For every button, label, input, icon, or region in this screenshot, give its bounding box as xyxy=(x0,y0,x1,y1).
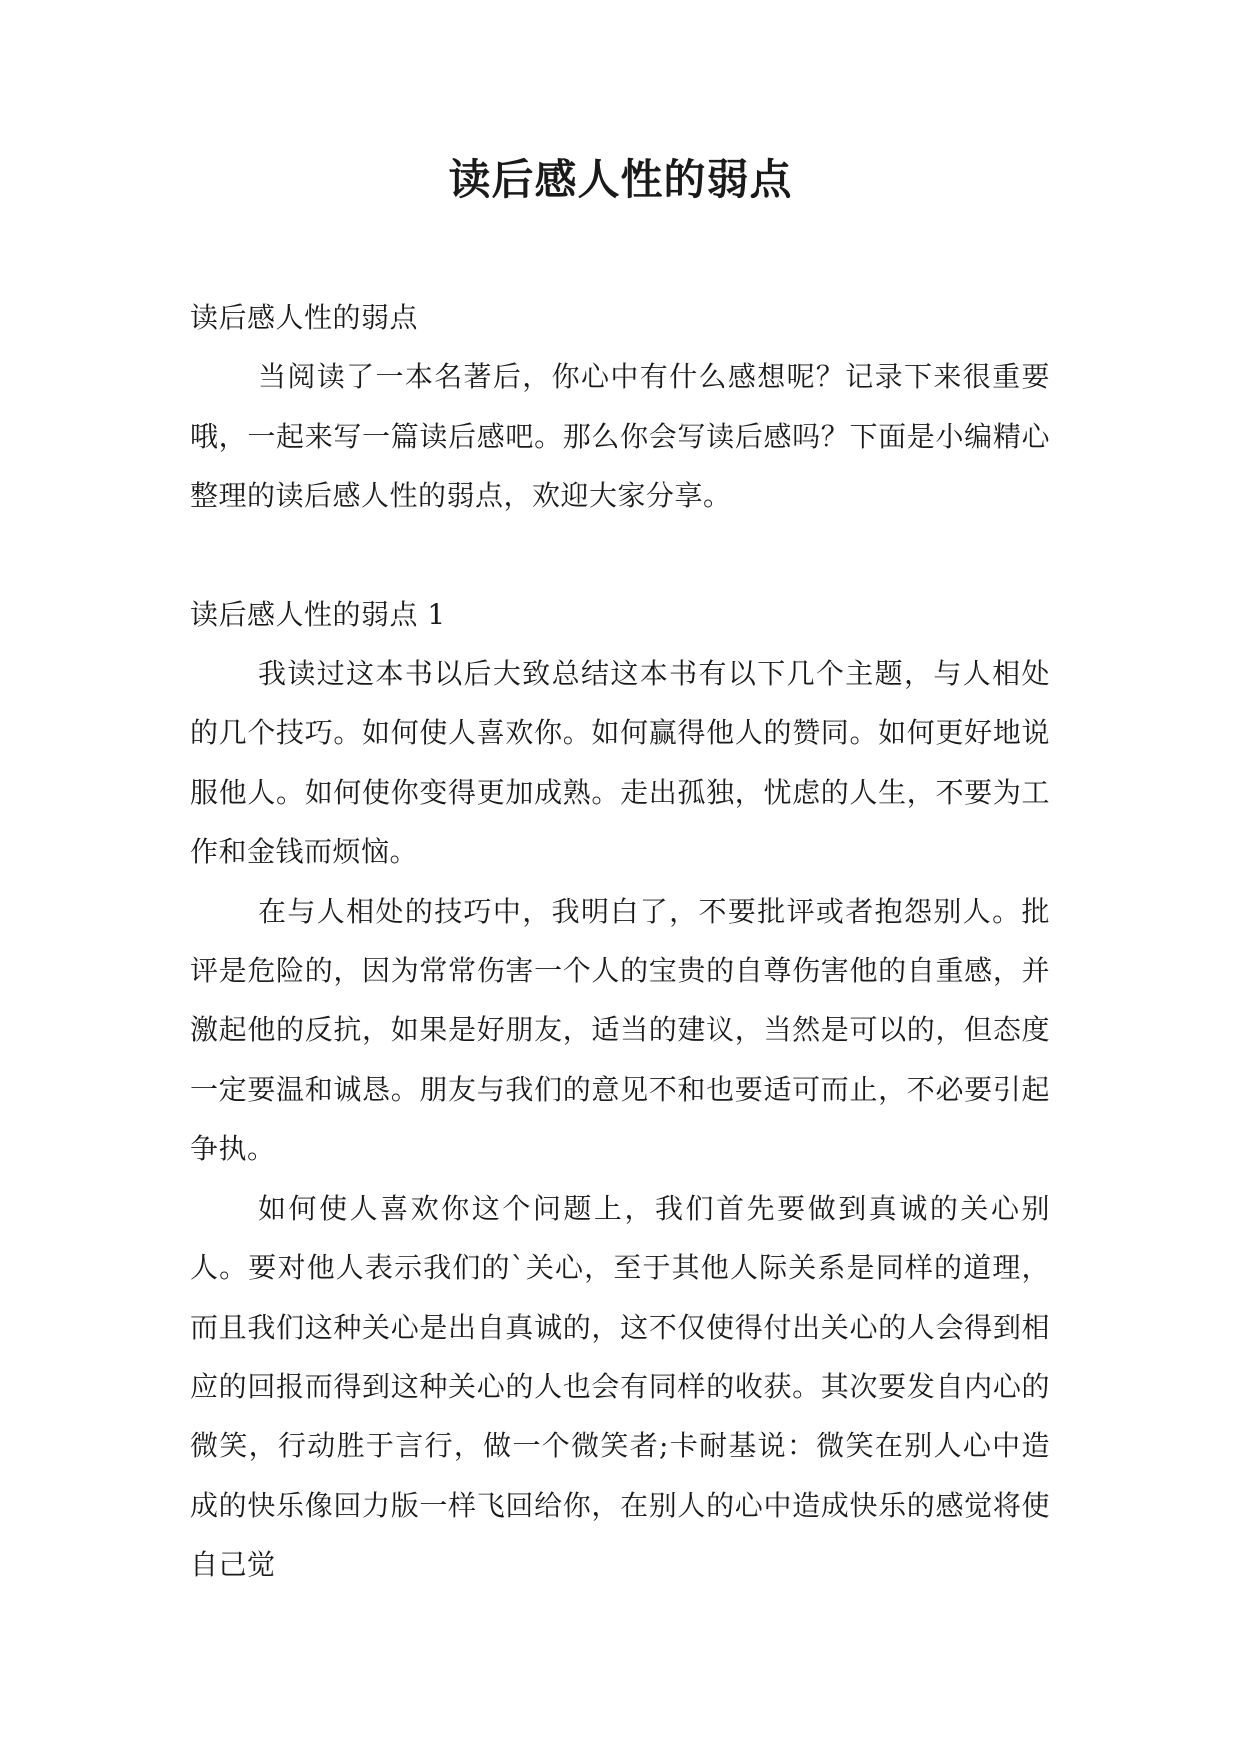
document-title: 读后感人性的弱点 xyxy=(448,155,793,204)
section-heading-1: 读后感人性的弱点 1 xyxy=(190,597,446,631)
body-paragraph: 如何使人喜欢你这个问题上，我们首先要做到真诚的关心别人。要对他人表示我们的`关心，至于其他人际关系是同样的道理，而且我们这种关心是出自真诚的，这不仅使得付出关心的人会得到相应的回报而得到这种关心的人也会有同样的收获。其次要发自内心的微笑，行动胜于言行，做一个微笑者;卡耐基说：微笑在别人心中造成的快乐像回力版一样飞回给你，在别人的心中造成快乐的感觉将使自己觉 xyxy=(190,1191,1050,1582)
subtitle: 读后感人性的弱点 xyxy=(190,301,419,334)
intro-paragraph: 当阅读了一本名著后，你心中有什么感想呢？记录下来很重要哦，一起来写一篇读后感吧。那么你会写读后感吗？下面是小编精心整理的读后感人性的弱点，欢迎大家分享。 xyxy=(190,360,1050,513)
section-gap xyxy=(190,526,1050,585)
body-paragraph: 在与人相处的技巧中，我明白了，不要批评或者抱怨别人。批评是危险的，因为常常伤害一个人的宝贵的自尊伤害他的自重感，并激起他的反抗，如果是好朋友，适当的建议，当然是可以的，但态度一定要温和诚恳。朋友与我们的意见不和也要适可而止，不必要引起争执。 xyxy=(190,894,1050,1166)
document-body xyxy=(190,288,1050,1595)
body-paragraph: 我读过这本书以后大致总结这本书有以下几个主题，与人相处的几个技巧。如何使人喜欢你。如何赢得他人的赞同。如何更好地说服他人。如何使你变得更加成熟。走出孤独，忧虑的人生，不要为工作和金钱而烦恼。 xyxy=(190,657,1050,869)
